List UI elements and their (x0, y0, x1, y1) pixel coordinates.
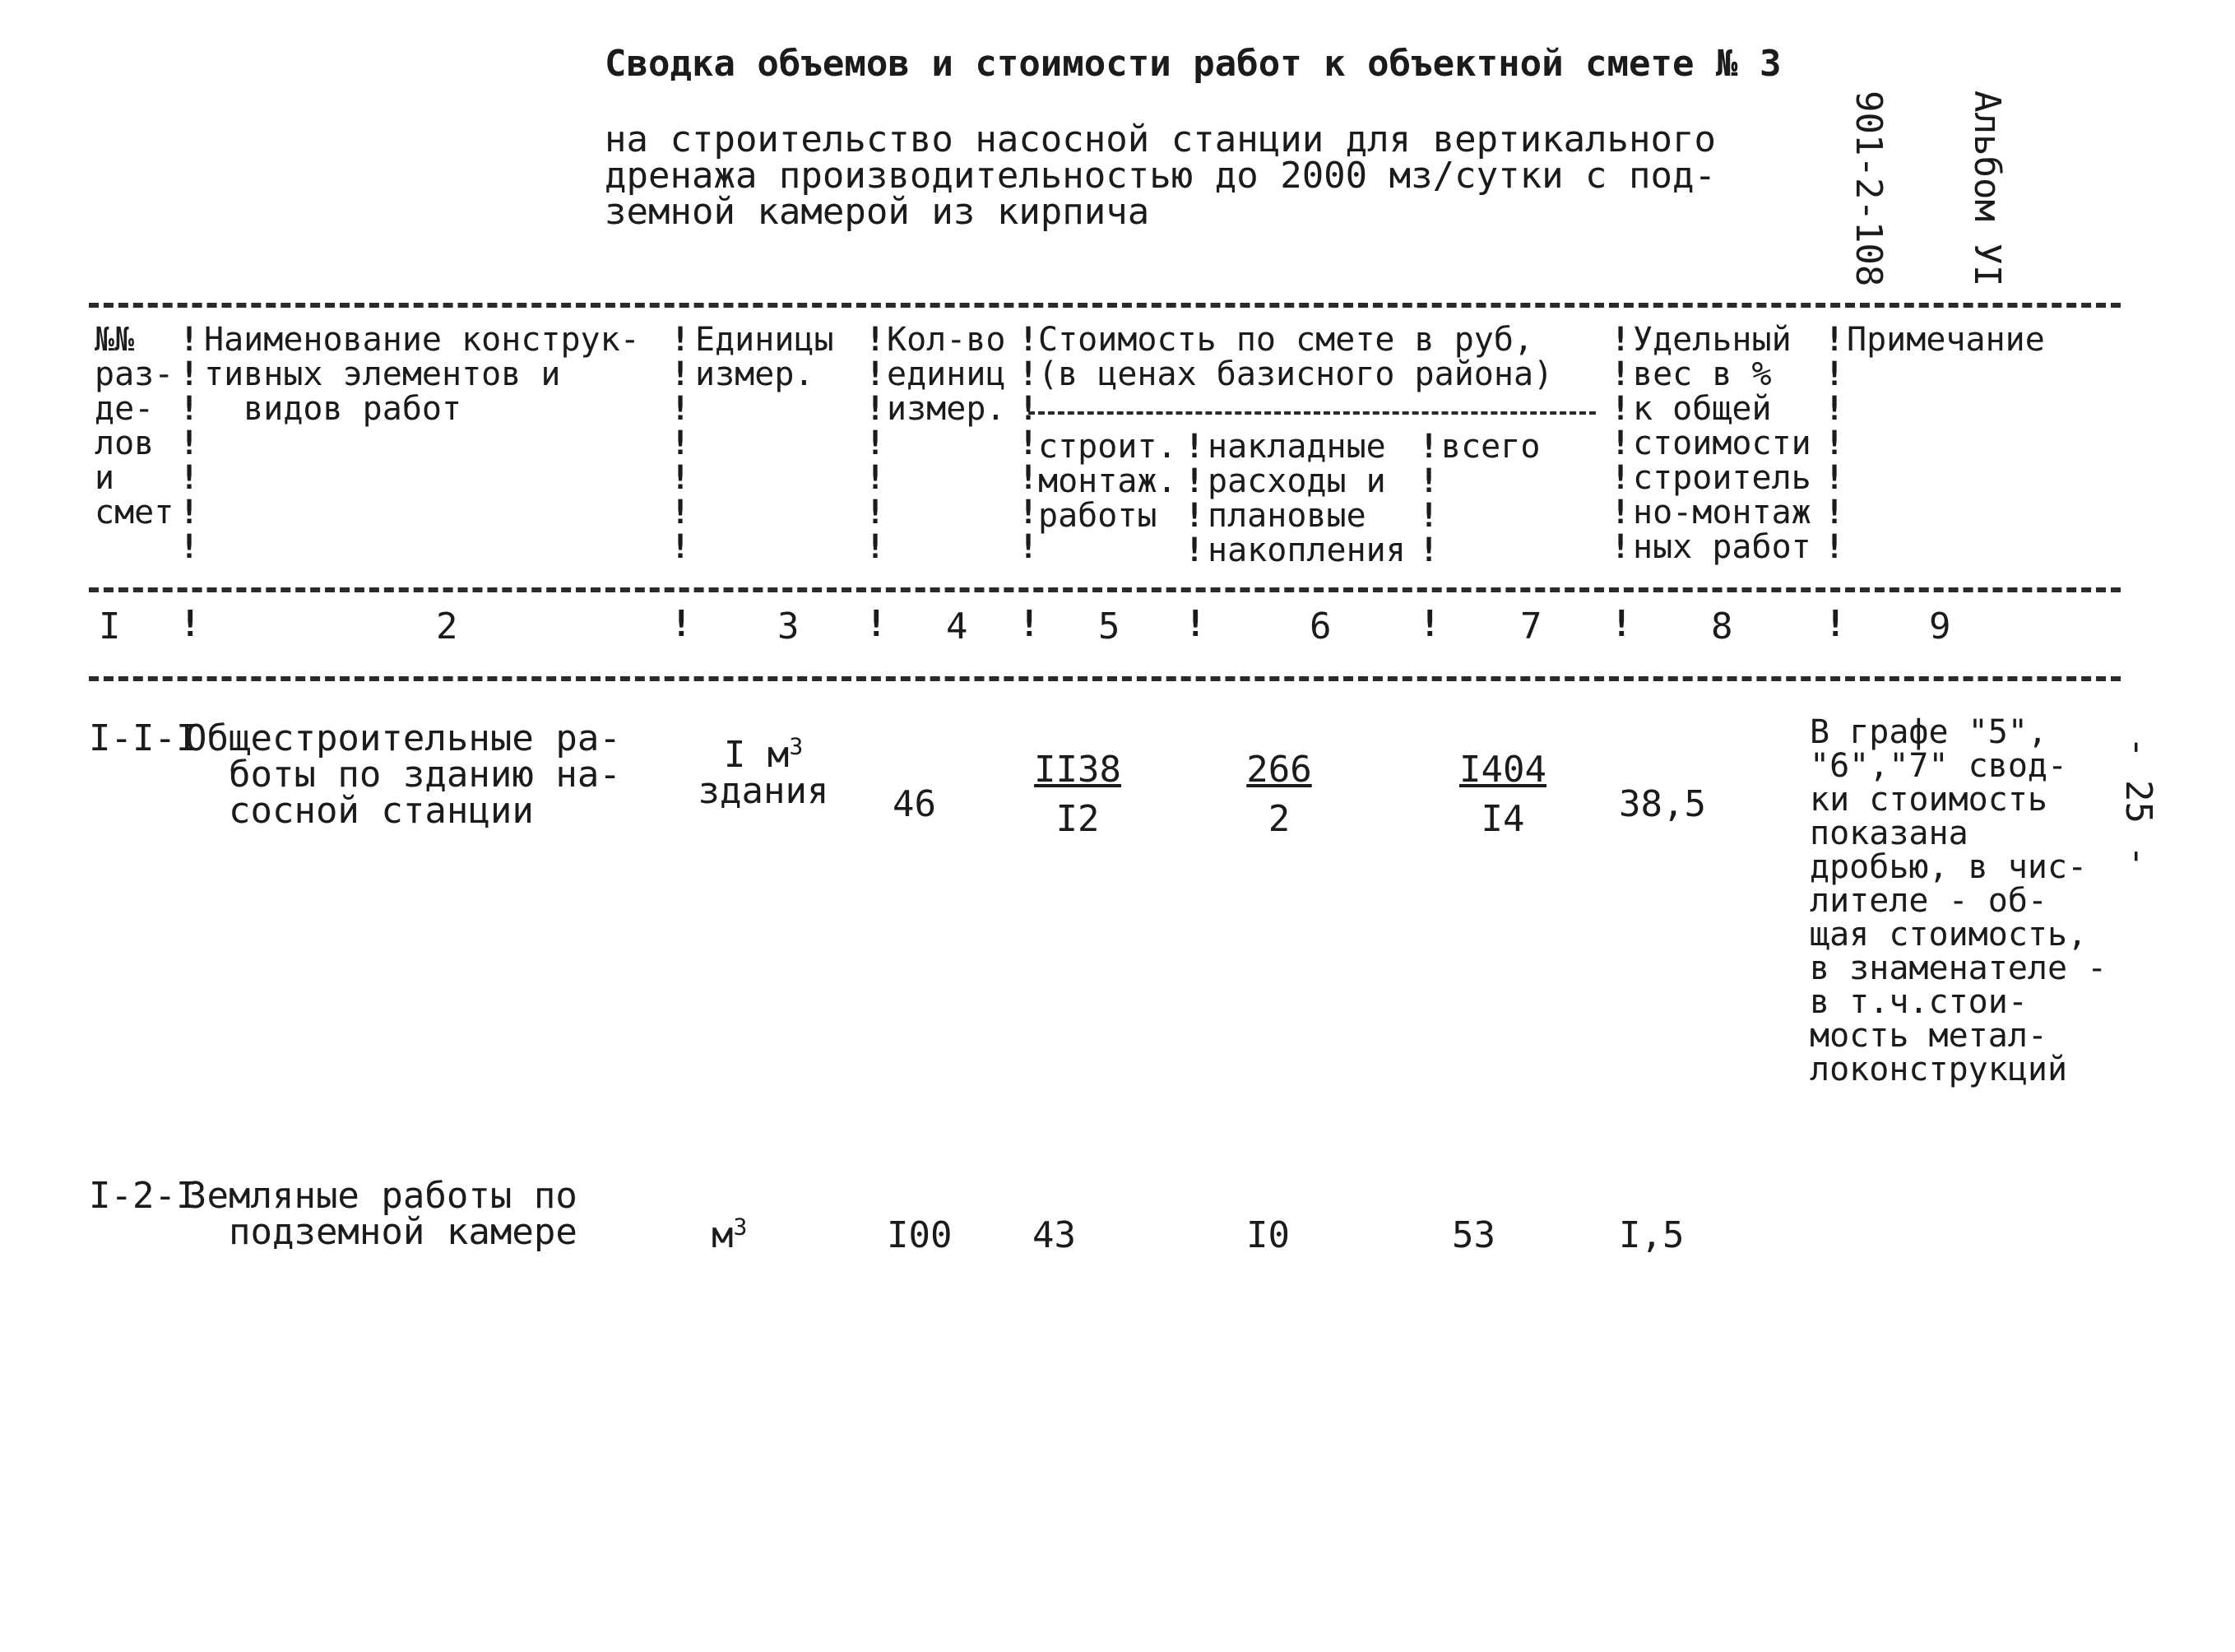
column-separator: ! (1018, 603, 1041, 645)
subtitle-line: на строительство насосной станции для вертикального (605, 118, 1717, 160)
table-rule-header-bottom (89, 587, 2121, 592)
row-quantity: 46 (893, 783, 936, 825)
row-note: В графе "5", "6","7" свод- ки стоимость показана дробью, в чис- лителе - об- щая стоимость, в знаменателе - в т.ч.стои- мость метал- локонструкций (1810, 713, 2107, 1088)
column-separator: ! ! ! ! (1185, 428, 1205, 569)
column-number: 5 (1098, 606, 1120, 647)
column-number: 4 (946, 606, 968, 647)
fraction-numerator: 266 (1246, 749, 1312, 791)
row-quantity: I00 (887, 1214, 953, 1256)
column-number: 6 (1310, 606, 1332, 647)
header-note: Примечание (1847, 321, 2045, 359)
column-separator: ! (670, 603, 693, 645)
column-separator: ! (1825, 603, 1847, 645)
fraction-numerator: I404 (1459, 749, 1546, 791)
column-separator: ! ! ! ! ! ! ! (865, 321, 886, 566)
row-code: I-2-I (89, 1175, 198, 1217)
header-quantity: Кол-во единиц измер. (887, 321, 1006, 428)
header-cost-group: Стоимость по смете в руб, (в ценах базисного района) (1038, 321, 1554, 393)
page-number: - 25 - (2117, 736, 2159, 867)
row-unit (712, 1213, 748, 1256)
column-separator: ! ! ! ! (1419, 428, 1440, 569)
column-separator: ! (1419, 603, 1441, 645)
fraction-denominator: 2 (1268, 798, 1291, 840)
subtitle-line: земной камерой из кирпича (605, 191, 1150, 233)
page-title: Сводка объемов и стоимости работ к объектной смете № 3 (605, 43, 1782, 85)
header-section-number: №№ раз- де- лов и смет (95, 321, 174, 531)
header-construction-cost: строит. монтаж. работы (1038, 428, 1177, 535)
column-number: 7 (1520, 606, 1542, 647)
column-separator: ! ! ! ! ! ! ! (179, 321, 200, 566)
unit-text-line2: здания (698, 770, 829, 812)
column-number: 9 (1929, 606, 1951, 647)
column-separator: ! (179, 603, 202, 645)
row-share: 38,5 (1619, 783, 1706, 825)
row-name: Земляные работы по подземной камере (185, 1175, 577, 1253)
column-number: 3 (777, 606, 800, 647)
row-total (1449, 745, 1556, 844)
row-name: Общестроительные ра- боты по зданию на- сосной станции (185, 717, 621, 832)
table-rule-top (89, 303, 2121, 308)
header-name: Наименование конструк- тивных элементов и видов работ (204, 321, 640, 428)
row-overhead: I0 (1246, 1214, 1290, 1256)
column-number: I (99, 606, 121, 647)
column-separator: ! (1185, 603, 1207, 645)
album-label (1769, 90, 2085, 286)
row-construction-cost (1024, 745, 1131, 844)
header-total: всего (1441, 428, 1541, 466)
column-separator: ! ! ! ! ! ! ! (670, 321, 691, 566)
row-code: I-I-I (89, 717, 198, 759)
column-separator: ! (865, 603, 888, 645)
column-separator: ! ! ! ! ! ! ! (1611, 321, 1631, 566)
row-overhead (1238, 745, 1320, 844)
unit-text: м (712, 1214, 734, 1256)
header-unit: Единицы измер. (695, 321, 834, 393)
row-share: I,5 (1619, 1214, 1685, 1256)
album-label-line: Альбом УI (1966, 90, 2008, 287)
table-rule-cost-group (1028, 411, 1596, 415)
row-unit (673, 732, 854, 812)
row-construction-cost: 43 (1032, 1214, 1076, 1256)
table-rule-numbers-bottom (89, 676, 2121, 681)
unit-superscript: 3 (733, 1213, 748, 1241)
subtitle-line: дренажа производительностью до 2000 мз/сутки с под- (605, 155, 1717, 197)
column-number: 8 (1711, 606, 1733, 647)
unit-superscript: 3 (789, 732, 804, 760)
column-separator: ! ! ! ! ! ! ! (1018, 321, 1039, 566)
fraction-denominator: I2 (1055, 798, 1100, 840)
album-label-code: 901-2-108 (1848, 90, 1890, 287)
column-separator: ! (1611, 603, 1633, 645)
fraction-denominator: I4 (1481, 798, 1525, 840)
column-separator: ! ! ! ! ! ! ! (1825, 321, 1845, 566)
page-subtitle (605, 118, 1717, 233)
row-total: 53 (1452, 1214, 1495, 1256)
unit-text: I м (723, 734, 790, 776)
column-number: 2 (436, 606, 458, 647)
header-share: Удельный вес в % к общей стоимости строитель но-монтаж ных работ (1633, 321, 1811, 566)
header-overhead: накладные расходы и плановые накопления (1208, 428, 1406, 569)
fraction-numerator: II38 (1034, 749, 1121, 791)
